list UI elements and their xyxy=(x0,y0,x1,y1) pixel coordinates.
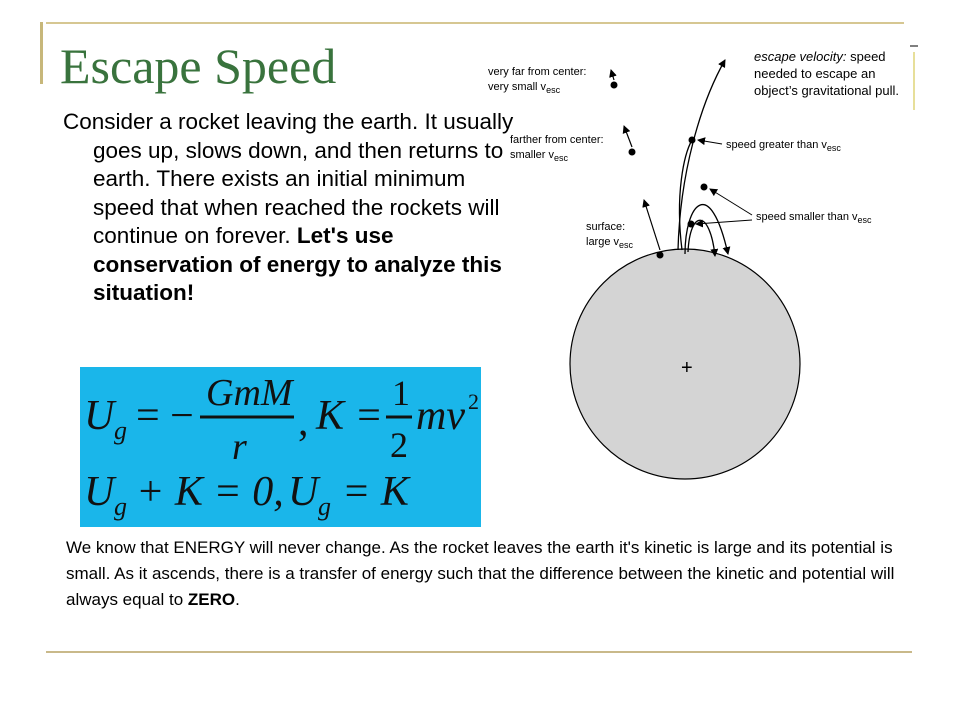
greater-label: speed greater than $v_{esc}$ xyxy=(726,139,841,153)
farther-label-line2: smaller $v_{esc}$ xyxy=(510,149,569,163)
far-label-line2: very small $v_{esc}$ xyxy=(488,81,561,95)
farther-dot xyxy=(629,149,636,156)
smaller-pointer-1 xyxy=(710,189,752,215)
eq2-u-var: U xyxy=(84,469,115,515)
farther-label-line1: farther from center: xyxy=(510,134,604,146)
body-bold-text: Let's use conservation of energy to analyze this situation! xyxy=(93,223,502,305)
bottom-bold-text: ZERO xyxy=(187,590,236,609)
body-intro-text: Consider a rocket leaving the earth. It usually goes up, slows down, and then returns to earth. There exists an initial minimum speed that when reached the rockets will continue on forever. xyxy=(63,109,514,248)
eq-u-sub: g xyxy=(114,416,127,445)
eq2-equals-k: = K xyxy=(342,469,409,515)
surface-velocity-arrow xyxy=(644,200,660,250)
bottom-main-text: We know that ENERGY will never change. As the rocket leaves the earth it's kinetic is large and its potential is small. As it ascends, there is a transfer of energy such that the difference between the kinetic and potential will always equal to xyxy=(66,538,895,609)
surface-dot xyxy=(657,252,664,259)
left-rule xyxy=(40,22,43,84)
smaller-label: speed smaller than $v_{esc}$ xyxy=(756,211,872,225)
surface-label-line2: large $v_{esc}$ xyxy=(586,236,634,250)
escape-definition-line3: object’s gravitational pull. xyxy=(754,83,900,98)
escape-speed-diagram xyxy=(470,34,922,510)
eq-mv: mv xyxy=(416,393,465,439)
far-label-line1: very far from center: xyxy=(488,66,587,78)
eq-equals-minus: = − xyxy=(136,393,194,439)
bottom-paragraph xyxy=(66,535,896,613)
eq-denominator: r xyxy=(232,426,247,468)
eq-half-num: 1 xyxy=(392,373,410,413)
bottom-rule xyxy=(46,651,912,653)
eq-numerator: GmM xyxy=(206,372,293,414)
eq-comma: , xyxy=(298,399,309,445)
high-dot xyxy=(701,184,708,191)
escape-definition-line2: needed to escape an xyxy=(754,66,876,81)
slide-title: Escape Speed xyxy=(60,38,337,94)
eq2-u-sub: g xyxy=(114,492,127,521)
eq2-u2-var: U xyxy=(288,469,319,515)
eq-squared: 2 xyxy=(468,389,479,414)
top-rule xyxy=(46,22,904,24)
low-dot xyxy=(688,221,695,228)
body-paragraph xyxy=(63,108,523,308)
eq2-plus-k: + K = 0, xyxy=(136,469,284,515)
far-dot xyxy=(611,82,618,89)
greater-pointer xyxy=(698,140,722,144)
eq-half-den: 2 xyxy=(390,425,408,465)
eq-k-equals: K = xyxy=(316,393,383,439)
equation-image xyxy=(80,367,481,527)
farther-velocity-arrow xyxy=(624,126,632,147)
far-velocity-arrow xyxy=(611,70,614,80)
greater-dot xyxy=(689,137,696,144)
eq-u-var: U xyxy=(84,393,115,439)
eq2-u2-sub: g xyxy=(318,492,331,521)
planet-center-mark: + xyxy=(681,357,693,379)
escape-definition-line1: escape velocity: speed xyxy=(754,49,886,64)
bottom-end-text: . xyxy=(235,590,240,609)
surface-label-line1: surface: xyxy=(586,221,626,233)
equation-svg xyxy=(80,367,481,527)
